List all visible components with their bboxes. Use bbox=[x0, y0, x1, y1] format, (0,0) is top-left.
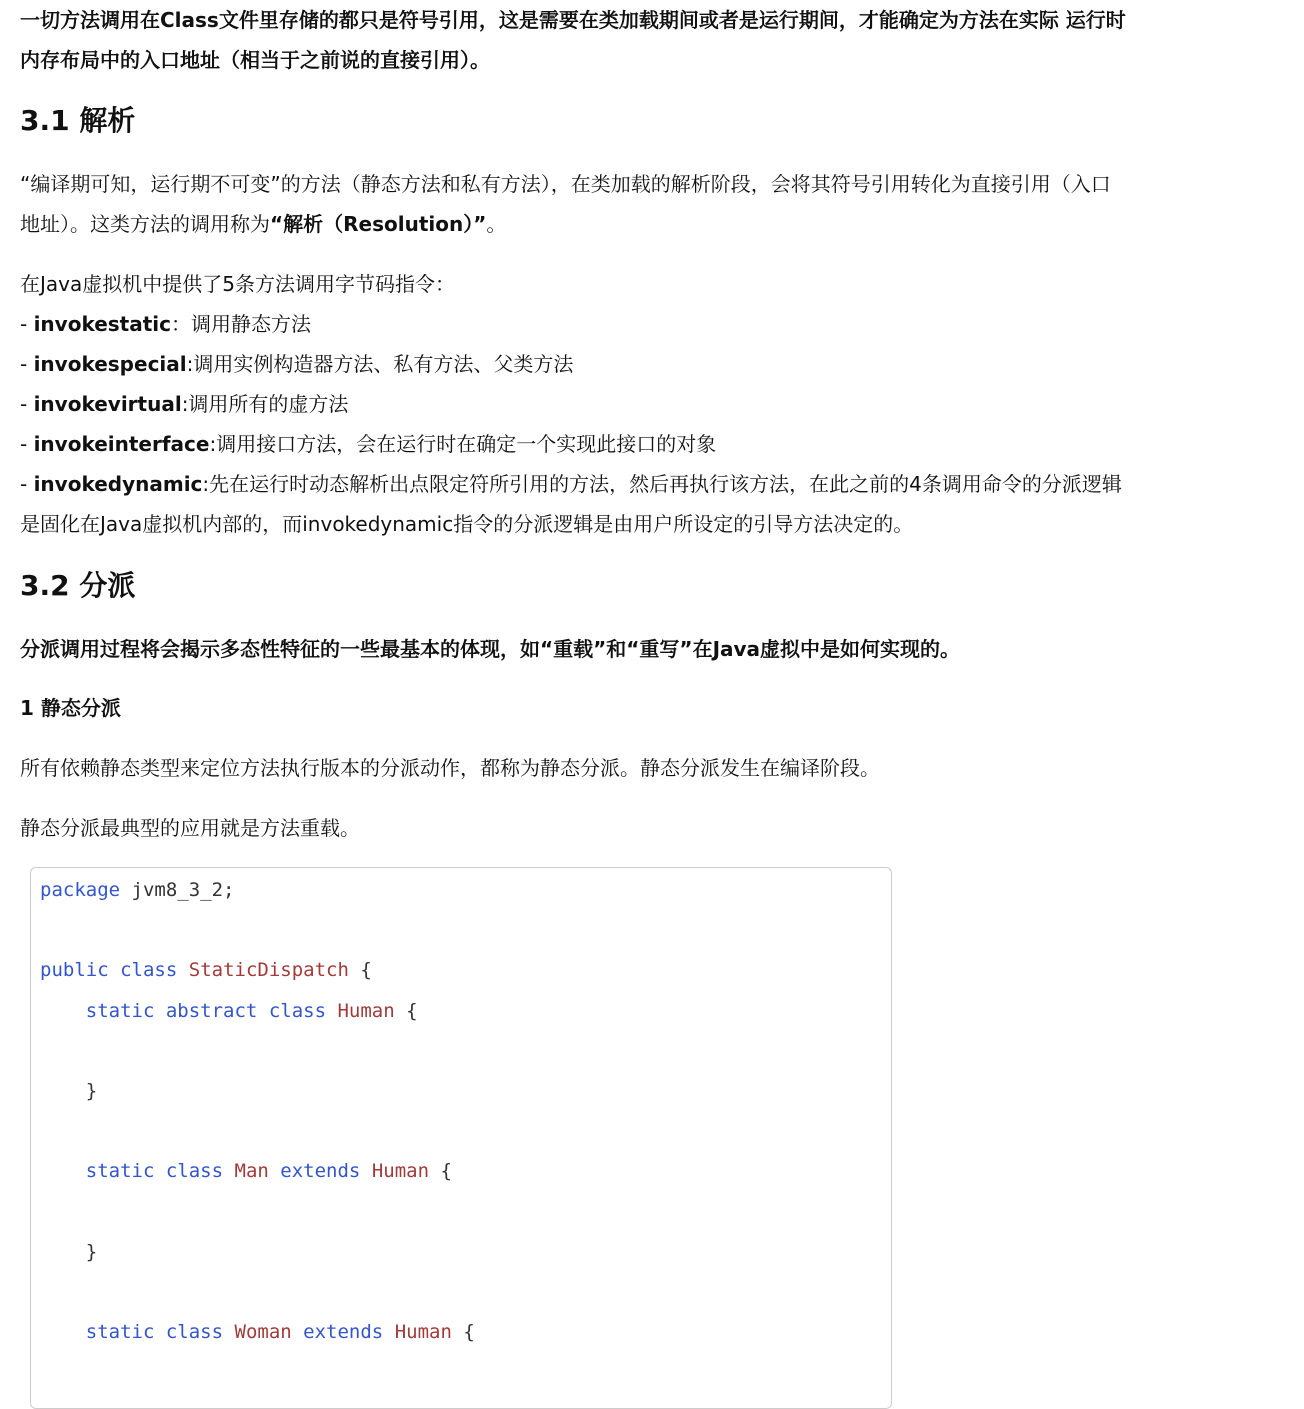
code-keyword: extends bbox=[280, 1160, 361, 1183]
list-dash: - bbox=[20, 392, 34, 416]
list-dash: - bbox=[20, 472, 34, 496]
code-class-name: Human bbox=[371, 1160, 430, 1183]
instruction-item bbox=[20, 464, 1294, 504]
code-class-name: Man bbox=[234, 1160, 269, 1183]
instruction-item bbox=[20, 384, 1294, 424]
list-dash: - bbox=[20, 432, 34, 456]
code-keyword: class bbox=[268, 999, 327, 1022]
instruction-intro: 在Java虚拟机中提供了5条方法调用字节码指令： bbox=[20, 272, 455, 296]
code-keyword: static bbox=[85, 1160, 155, 1183]
instruction-desc: :调用实例构造器方法、私有方法、父类方法 bbox=[186, 352, 574, 376]
instruction-item bbox=[20, 344, 1294, 384]
resolution-term: “解析（Resolution）” bbox=[270, 212, 487, 236]
instruction-continuation: 是固化在Java虚拟机内部的，而invokedynamic指令的分派逻辑是由用户所设定的引导方法决定的。 bbox=[20, 512, 914, 536]
instruction-name: invokespecial bbox=[33, 352, 187, 376]
section-3-2-heading: 3.2 分派 bbox=[20, 569, 136, 602]
overload-text: 静态分派最典型的应用就是方法重载。 bbox=[20, 816, 360, 840]
code-keyword: package bbox=[40, 879, 121, 901]
code-class-name: Woman bbox=[234, 1321, 292, 1344]
code-keyword: abstract bbox=[165, 999, 258, 1022]
resolution-paragraph bbox=[20, 164, 1294, 244]
instruction-desc: :调用接口方法，会在运行时在确定一个实现此接口的对象 bbox=[209, 432, 717, 456]
instruction-list bbox=[20, 264, 1294, 544]
instruction-name: invokestatic bbox=[33, 312, 172, 336]
code-keyword: extends bbox=[303, 1321, 384, 1344]
resolution-suffix: 。 bbox=[486, 212, 507, 236]
instruction-name: invokeinterface bbox=[33, 432, 210, 456]
resolution-line-1: “编译期可知，运行期不可变”的方法（静态方法和私有方法），在类加载的解析阶段，会将其符号引用转化为直接引用（入口 bbox=[20, 172, 1111, 196]
code-content bbox=[40, 870, 475, 1352]
code-brace: } bbox=[85, 1080, 98, 1103]
instruction-item bbox=[20, 304, 1294, 344]
dispatch-lead-text: 分派调用过程将会揭示多态性特征的一些最基本的体现，如“重载”和“重写”在Java虚拟中是如何实现的。 bbox=[20, 637, 961, 661]
intro-line-1: 一切方法调用在Class文件里存储的都只是符号引用，这是需要在类加载期间或者是运行期间，才能确定为方法在实际 运行时 bbox=[20, 8, 1126, 32]
code-brace: { bbox=[360, 959, 372, 982]
list-dash: - bbox=[20, 312, 34, 336]
dispatch-lead bbox=[20, 629, 1294, 669]
code-brace: { bbox=[406, 999, 418, 1022]
code-block bbox=[30, 867, 892, 1409]
code-class-name: StaticDispatch bbox=[188, 959, 349, 982]
code-class-name: Human bbox=[337, 999, 395, 1022]
static-dispatch-subheading bbox=[20, 688, 1294, 728]
code-keyword: class bbox=[165, 1321, 224, 1344]
intro-paragraph bbox=[20, 0, 1294, 80]
code-keyword: class bbox=[165, 1160, 224, 1183]
instruction-name: invokevirtual bbox=[33, 392, 182, 416]
resolution-line-2 bbox=[20, 204, 1294, 244]
intro-line-2: 内存布局中的入口地址（相当于之前说的直接引用）。 bbox=[20, 48, 490, 72]
code-text: jvm8_3_2; bbox=[120, 879, 235, 901]
static-dispatch-subheading-text: 1 静态分派 bbox=[20, 696, 121, 720]
instruction-desc: ：调用静态方法 bbox=[171, 312, 312, 336]
resolution-prefix: 地址）。这类方法的调用称为 bbox=[20, 212, 270, 236]
static-dispatch-text: 所有依赖静态类型来定位方法执行版本的分派动作，都称为静态分派。静态分派发生在编译阶段。 bbox=[20, 756, 880, 780]
code-brace: } bbox=[85, 1240, 98, 1263]
code-keyword: static bbox=[85, 1321, 155, 1344]
code-class-name: Human bbox=[394, 1321, 452, 1344]
code-keyword: static bbox=[85, 999, 155, 1022]
section-3-1-heading: 3.1 解析 bbox=[20, 104, 136, 137]
code-keyword: class bbox=[120, 959, 178, 982]
instruction-item bbox=[20, 424, 1294, 464]
list-dash: - bbox=[20, 352, 34, 376]
code-keyword: public bbox=[40, 959, 109, 982]
instruction-name: invokedynamic bbox=[33, 472, 203, 496]
code-brace: { bbox=[440, 1160, 452, 1183]
instruction-desc: :先在运行时动态解析出点限定符所引用的方法，然后再执行该方法，在此之前的4条调用命令的分派逻辑 bbox=[202, 472, 1122, 496]
instruction-desc: :调用所有的虚方法 bbox=[181, 392, 349, 416]
overload-paragraph bbox=[20, 808, 1294, 848]
code-brace: { bbox=[463, 1321, 475, 1344]
static-dispatch-paragraph bbox=[20, 748, 1294, 788]
